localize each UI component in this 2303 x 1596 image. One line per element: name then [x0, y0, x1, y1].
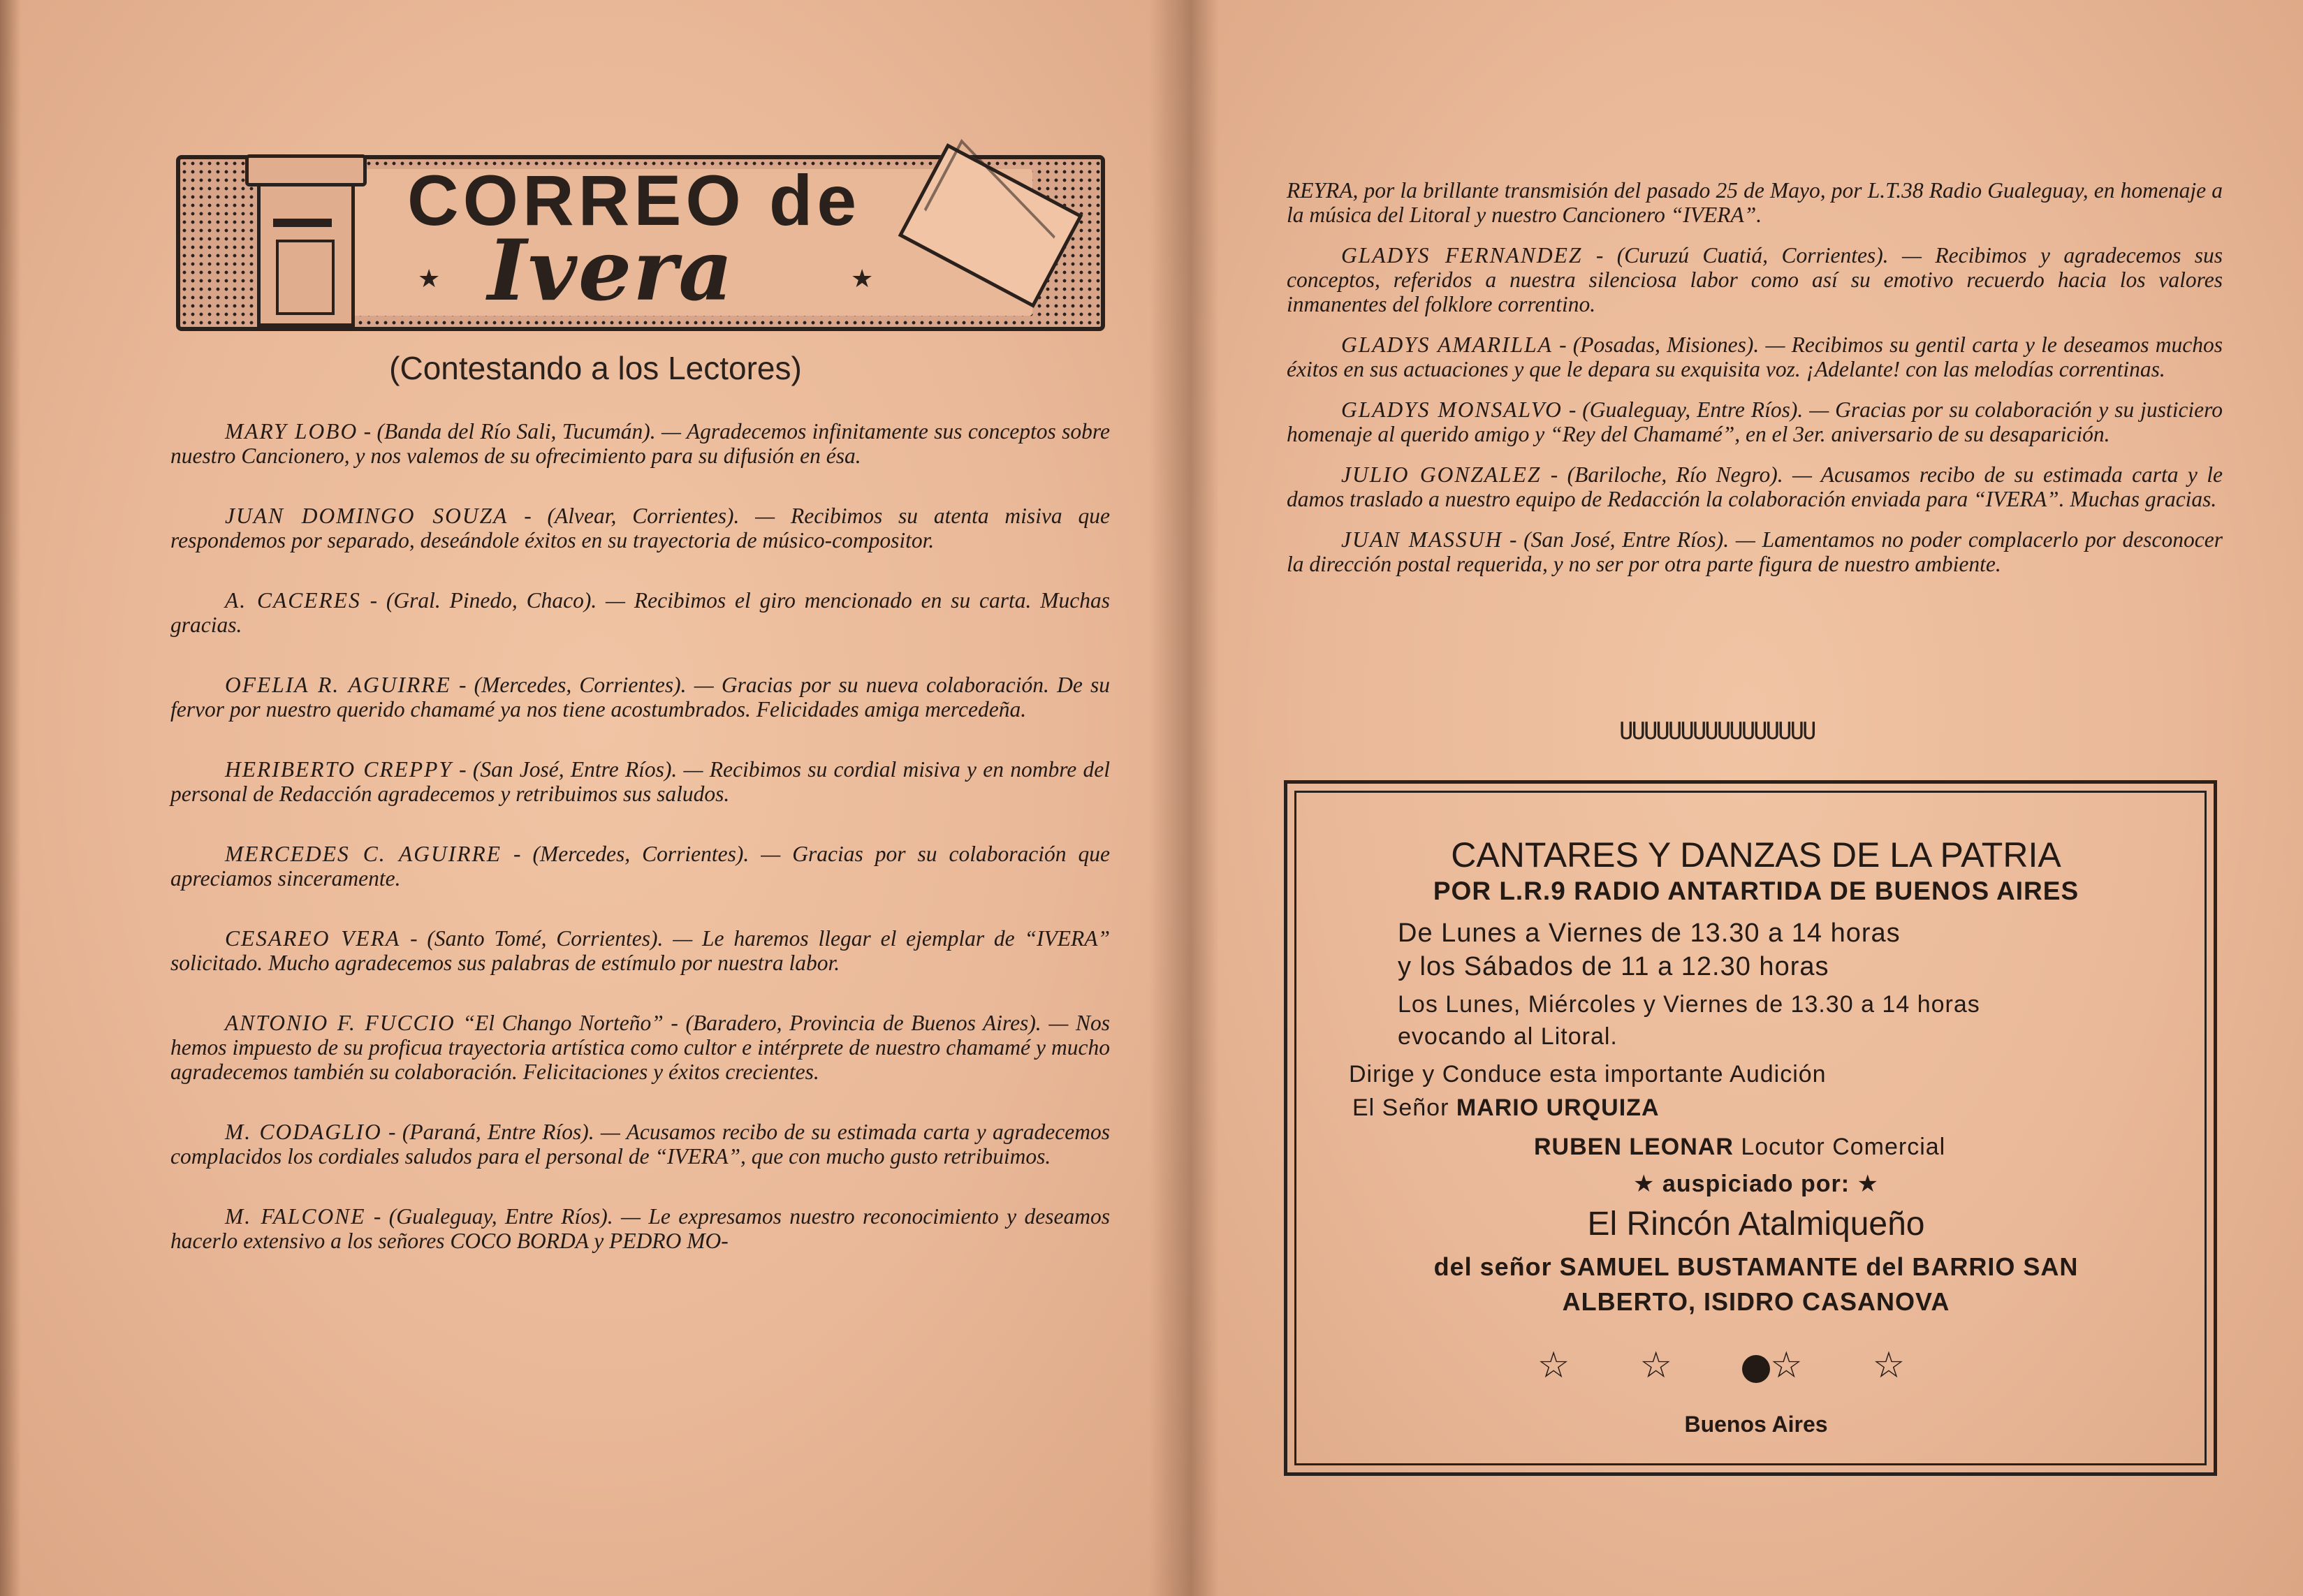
ad-host-name: MARIO URQUIZA: [1456, 1094, 1660, 1121]
letter-entry: [170, 1011, 1110, 1084]
letter-entry: [170, 926, 1110, 975]
letter-reply: - (San José, Entre Ríos). — Lamentamos no poder complacerlo por desconocer la dirección postal requerida, y no ser por otra parte figura de nuestro ambiente.: [1287, 527, 2223, 576]
letter-reply: - (San José, Entre Ríos). — Recibimos su cordial misiva y en nombre del personal de Redacción agradecemos y retribuimos sus saludos.: [170, 757, 1110, 806]
letters-list-right: [1287, 178, 2223, 592]
letter-entry: [1287, 243, 2223, 316]
letter-sender: M. FALCONE: [225, 1204, 366, 1229]
letter-entry: [170, 1120, 1110, 1169]
letter-entry: [170, 673, 1110, 722]
letter-sender: OFELIA R. AGUIRRE: [225, 673, 451, 697]
letter-sender: JUAN DOMINGO SOUZA: [225, 504, 509, 528]
letter-entry: [170, 1204, 1110, 1253]
letter-reply: - (Banda del Río Sali, Tucumán). — Agradecemos infinitamente sus conceptos sobre nuestro Cancionero, y nos valemos de su ofrecimiento para su difusión en ésa.: [170, 419, 1110, 468]
radio-program-ad: [1284, 780, 2217, 1476]
letter-sender: MERCEDES C. AGUIRRE: [225, 842, 502, 866]
letter-reply: - (Mercedes, Corrientes). — Gracias por su colaboración que apreciamos sinceramente.: [170, 842, 1111, 891]
ad-host-intro: Dirige y Conduce esta importante Audición: [1349, 1061, 1827, 1088]
masthead-brand: Ivera: [488, 221, 735, 320]
mailbox-icon: [257, 159, 355, 327]
gutter-shadow: [1191, 0, 1219, 1596]
ad-sponsor-detail: ALBERTO, ISIDRO CASANOVA: [1562, 1287, 1950, 1316]
letter-sender: ANTONIO F. FUCCIO: [225, 1011, 455, 1035]
ad-schedule-line: Los Lunes, Miércoles y Viernes de 13.30 a 14 horas: [1398, 991, 1980, 1018]
letter-sender: MARY LOBO: [225, 419, 358, 444]
letter-entry: [170, 757, 1110, 806]
star-icon: ★: [418, 265, 441, 293]
letter-entry: [1287, 527, 2223, 576]
letter-sender: GLADYS FERNANDEZ: [1341, 243, 1583, 268]
letter-continuation: REYRA, por la brillante transmisión del pasado 25 de Mayo, por L.T.38 Radio Gualeguay, en homenaje a la música del Litoral y nuestro Cancionero “IVERA”.: [1287, 178, 2223, 227]
letter-entry: [170, 419, 1110, 468]
letter-entry: [170, 588, 1110, 637]
letters-list-left: [170, 419, 1110, 1289]
letter-sender: JUAN MASSUH: [1341, 527, 1503, 552]
letter-sender: CESAREO VERA: [225, 926, 401, 951]
letter-entry: [1287, 332, 2223, 381]
letter-entry: [170, 842, 1110, 891]
letter-reply: - (Posadas, Misiones). — Recibimos su gentil carta y le deseamos muchos éxitos en sus actuaciones y que le depara su exquisita voz. ¡Adelante! con las melodías correntinas.: [1287, 332, 2223, 381]
letter-sender: M. CODAGLIO: [225, 1120, 382, 1144]
letter-sender: JULIO GONZALEZ: [1341, 462, 1542, 487]
letter-reply: - (Mercedes, Corrientes). — Gracias por su nueva colaboración. De su fervor por nuestro querido chamamé ya nos tiene acostumbrados. Felicidades amiga mercedeña.: [170, 673, 1110, 722]
letter-reply: - (Santo Tomé, Corrientes). — Le haremos llegar el ejemplar de “IVERA” solicitado. Mucho agradecemos sus palabras de estímulo por nuestra labor.: [170, 926, 1110, 975]
ad-station: POR L.R.9 RADIO ANTARTIDA DE BUENOS AIRES: [1433, 877, 2079, 905]
ad-title: CANTARES Y DANZAS DE LA PATRIA: [1451, 835, 2061, 874]
masthead-logo: [176, 155, 1105, 331]
letter-reply: - (Gral. Pinedo, Chaco). — Recibimos el giro mencionado en su carta. Muchas gracias.: [170, 588, 1110, 637]
ad-announcer: RUBEN LEONAR Locutor Comercial: [1534, 1134, 1946, 1160]
ad-announcer-name: RUBEN LEONAR: [1534, 1134, 1734, 1160]
ad-star-row: [1296, 1345, 2216, 1386]
letter-sender: GLADYS AMARILLA: [1341, 332, 1553, 357]
section-subtitle: (Contestando a los Lectores): [389, 350, 802, 386]
ad-schedule-line: evocando al Litoral.: [1398, 1023, 1618, 1050]
page-edge-shadow: [0, 0, 21, 1596]
gutter-shadow: [1149, 0, 1191, 1596]
ad-host: El Señor MARIO URQUIZA: [1352, 1094, 1660, 1121]
letter-reply: - (Bariloche, Río Negro). — Acusamos recibo de su estimada carta y le damos traslado a nuestro equipo de Redacción la colaboración enviada para “IVERA”. Muchas gracias.: [1287, 462, 2223, 511]
ad-sponsor-name: El Rincón Atalmiqueño: [1587, 1206, 1925, 1243]
emblem-icon: [1742, 1355, 1770, 1383]
letter-reply: - (Curuzú Cuatiá, Corrientes). — Recibimos y agradecemos sus conceptos, referidos a nuestra silenciosa labor como así su emotivo recuerdo hacia los valores inmanentes del folklore correntino.: [1287, 243, 2223, 316]
letter-entry: [1287, 397, 2223, 446]
letter-sender: HERIBERTO CREPPY: [225, 757, 453, 782]
ad-schedule-line: y los Sábados de 11 a 12.30 horas: [1398, 952, 1829, 981]
masthead-title: CORREO de: [407, 161, 861, 240]
letter-reply: “El Chango Norteño” - (Baradero, Provincia de Buenos Aires). — Nos hemos impuesto de su proficua trayectoria artística como cultor e intérprete de nuestro chamamé y mucho agradecemos también su colaboración. Felicitaciones y éxitos crecientes.: [170, 1011, 1110, 1084]
ad-sponsored-by: ★ auspiciado por: ★: [1633, 1171, 1879, 1197]
letter-sender: A. CACERES: [225, 588, 361, 613]
ad-sponsor-detail: del señor SAMUEL BUSTAMANTE del BARRIO SAN: [1433, 1252, 2079, 1281]
ad-footer-city: Buenos Aires: [1684, 1412, 1828, 1437]
letter-reply: - (Alvear, Corrientes). — Recibimos su atenta misiva que respondemos por separado, deseándole éxitos en su trayectoria de músico-compositor.: [170, 504, 1110, 552]
star-outline-icon: ☆: [1537, 1346, 1640, 1386]
star-icon: ★: [851, 265, 874, 293]
letter-sender: GLADYS MONSALVO: [1341, 397, 1563, 422]
star-outline-icon: ☆: [1770, 1346, 1873, 1386]
letter-reply: - (Paraná, Entre Ríos). — Acusamos recibo de su estimada carta y agradecemos complacidos los cordiales saludos para el personal de “IVERA”, que con mucho gusto retribuimos.: [170, 1120, 1110, 1169]
ad-schedule-line: De Lunes a Viernes de 13.30 a 14 horas: [1398, 918, 1901, 948]
ad-inner-frame: [1294, 791, 2207, 1465]
letter-reply: - (Gualeguay, Entre Ríos). — Le expresamos nuestro reconocimiento y deseamos hacerlo extensivo a los señores COCO BORDA y PEDRO MO-: [170, 1204, 1110, 1253]
letter-reply: - (Gualeguay, Entre Ríos). — Gracias por su colaboración y su justiciero homenaje al querido amigo y “Rey del Chamamé”, en el 3er. aniversario de su desaparición.: [1287, 397, 2223, 446]
star-outline-icon: ☆: [1872, 1346, 1975, 1386]
ornamental-divider: UUUUUUUUUUUUUUUU: [1619, 717, 1815, 745]
star-outline-icon: ☆: [1639, 1346, 1742, 1386]
letter-entry: [1287, 462, 2223, 511]
letter-entry: [170, 504, 1110, 552]
